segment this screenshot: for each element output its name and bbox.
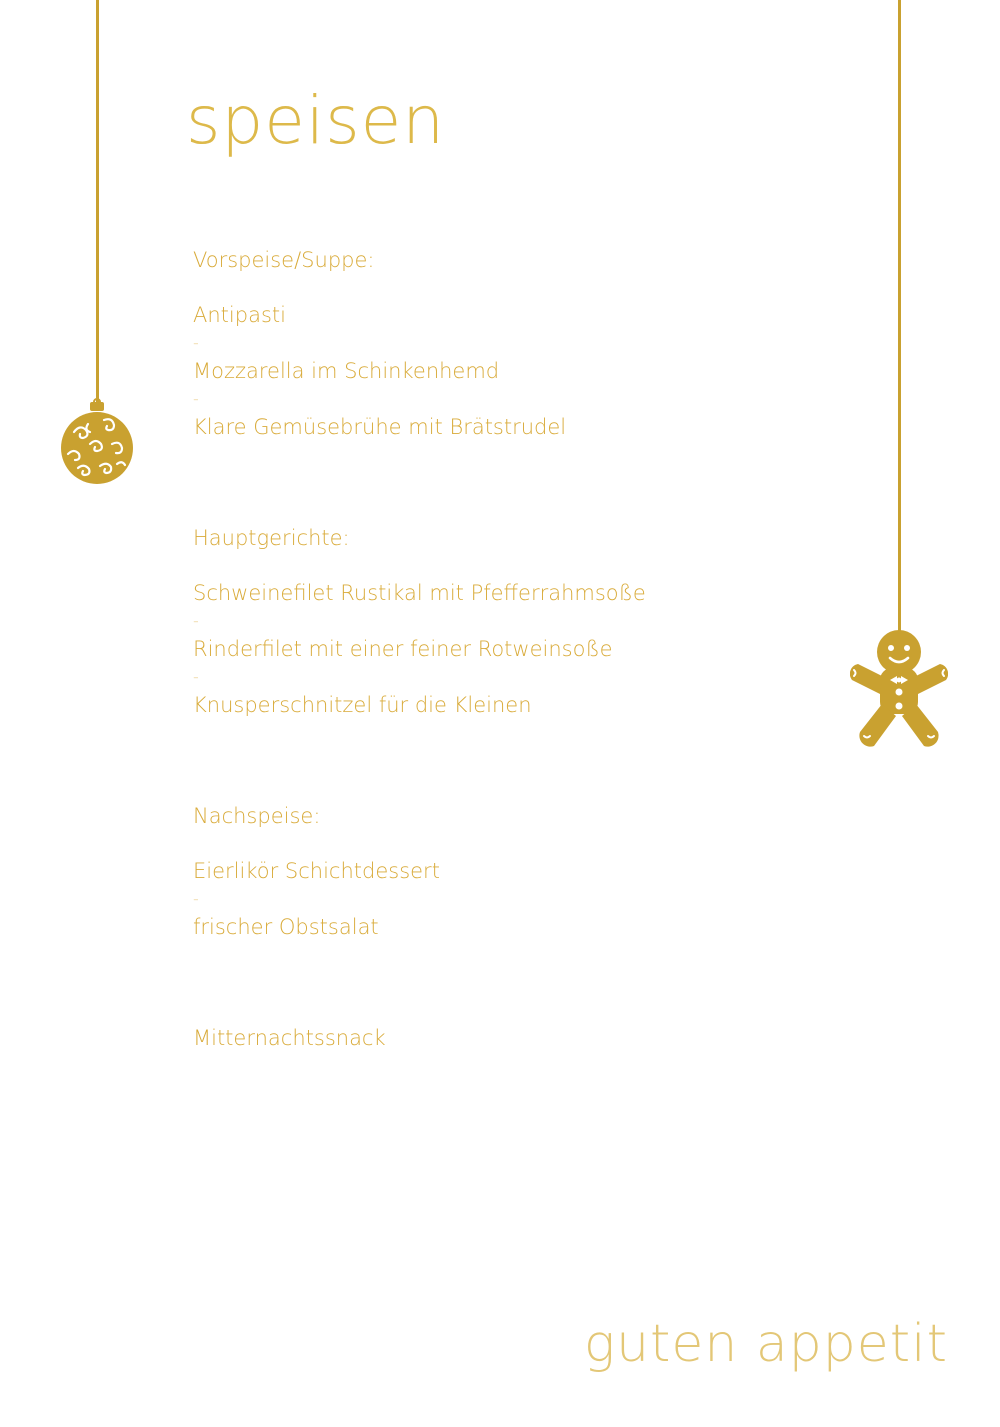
gingerbread-man-icon [850,628,948,752]
right-hanging-string [898,0,901,634]
item-separator: - [193,667,199,686]
item-separator: - [193,333,199,352]
menu-list [193,246,833,1052]
menu-item: frischer Obstsalat [193,915,379,939]
menu-item: Mozzarella im Schinkenhemd [193,359,500,383]
menu-item: Antipasti [193,303,286,327]
section-heading-starters: Vorspeise/Suppe: [193,248,375,272]
menu-item: Klare Gemüsebrühe mit Brätstrudel [193,415,567,439]
section-heading-desserts: Nachspeise: [193,804,321,828]
section-heading-midnight-snack: Mitternachtssnack [193,1026,386,1050]
menu-item: Schweinefilet Rustikal mit Pfefferrahmsoße [193,581,646,605]
footer-greeting: guten appetit [583,1314,948,1374]
menu-item: Rinderfilet mit einer feiner Rotweinsoße [193,637,613,661]
item-separator: - [193,389,199,408]
item-separator: - [193,889,199,908]
section-heading-mains: Hauptgerichte: [193,526,350,550]
left-hanging-string [96,0,99,403]
menu-item: Eierlikör Schichtdessert [193,859,440,883]
item-separator: - [193,611,199,630]
page-title: speisen [186,82,446,159]
christmas-bauble-icon [60,398,134,488]
menu-item: Knusperschnitzel für die Kleinen [193,693,532,717]
